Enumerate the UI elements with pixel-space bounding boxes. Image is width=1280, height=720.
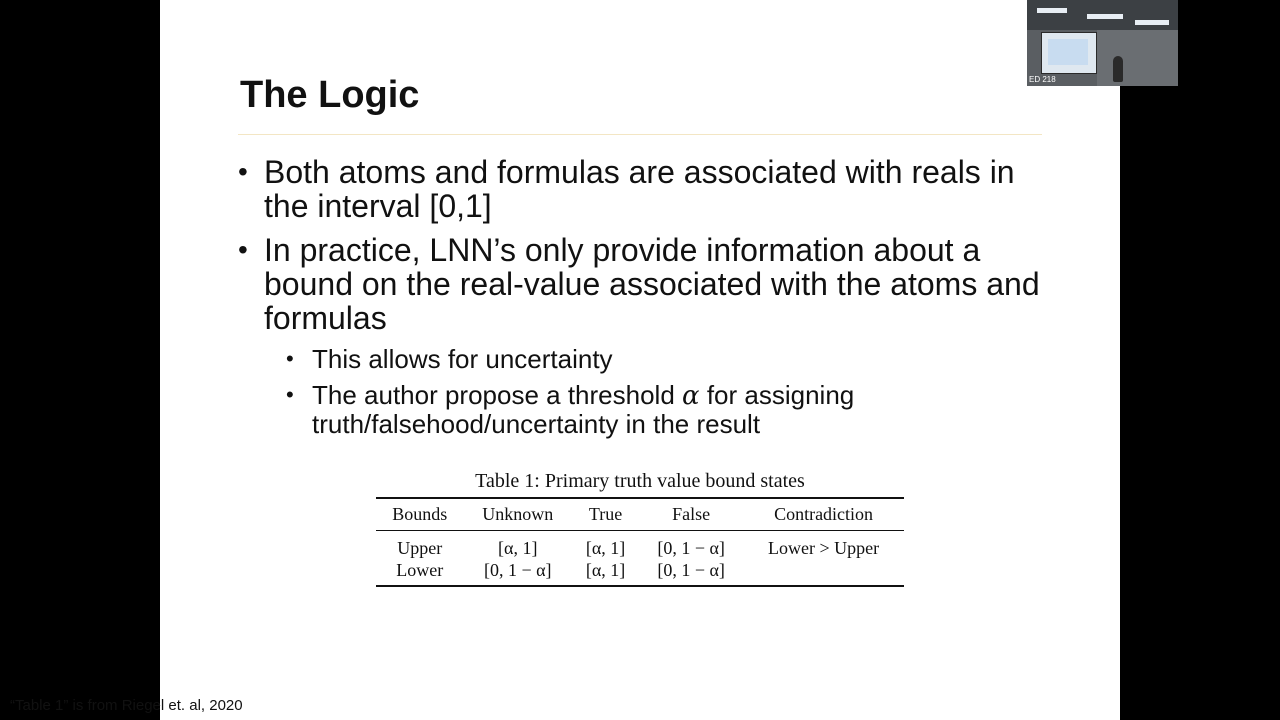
table-cell: [α, 1] xyxy=(585,560,626,580)
table-cell: Lower > Upper xyxy=(767,538,880,558)
presenter-figure xyxy=(1113,56,1123,82)
table-caption: Table 1: Primary truth value bound states xyxy=(475,470,805,492)
bullet-item: • In practice, LNN’s only provide information about a bound on the real-value associated with the atoms and formulas xyxy=(238,233,1058,335)
table-row xyxy=(376,531,904,560)
header-contradiction: Contradiction xyxy=(743,498,904,531)
ceiling-light-icon xyxy=(1135,20,1169,25)
projected-slide xyxy=(1048,39,1088,65)
table-cell: [α, 1] xyxy=(498,538,538,558)
table-header-row xyxy=(376,498,904,531)
header-true: True xyxy=(572,498,639,531)
ceiling-light-icon xyxy=(1037,8,1067,13)
table-cell: [α, 1] xyxy=(585,538,626,558)
footnote-citation: “Table 1” is from Riegel et. al, 2020 xyxy=(10,697,243,714)
bullet-item: • Both atoms and formulas are associated with reals in the interval [0,1] xyxy=(238,155,1058,223)
webcam-wall xyxy=(1097,30,1178,86)
ceiling-light-icon xyxy=(1087,14,1123,19)
alpha-symbol: α xyxy=(682,381,700,411)
sub-bullet-item: • This allows for uncertainty xyxy=(286,345,1058,373)
sub-bullet-text: The author propose a threshold xyxy=(312,380,683,410)
table-cell: [0, 1 − α] xyxy=(657,560,725,580)
table-cell xyxy=(743,559,904,586)
slide xyxy=(160,0,1120,720)
truth-table xyxy=(376,470,904,587)
projector-screen xyxy=(1041,32,1097,74)
webcam-room-label: ED 218 xyxy=(1029,75,1056,84)
table-cell: [0, 1 − α] xyxy=(483,560,552,580)
bound-states-table xyxy=(376,497,904,587)
header-false: False xyxy=(639,498,743,531)
table-cell: [0, 1 − α] xyxy=(657,538,725,558)
table-cell: Upper xyxy=(397,538,443,558)
webcam-thumbnail[interactable] xyxy=(1027,0,1178,86)
title-divider xyxy=(238,134,1042,135)
bullet-list xyxy=(238,155,1058,446)
header-bounds: Bounds xyxy=(376,498,464,531)
sub-bullet-text: for assigning truth/falsehood/uncertainty in the result xyxy=(312,380,855,439)
table-row xyxy=(376,559,904,586)
slide-title: The Logic xyxy=(240,74,420,116)
header-unknown: Unknown xyxy=(464,498,572,531)
sub-bullet-item xyxy=(286,381,1058,438)
table-cell: Lower xyxy=(396,560,444,580)
